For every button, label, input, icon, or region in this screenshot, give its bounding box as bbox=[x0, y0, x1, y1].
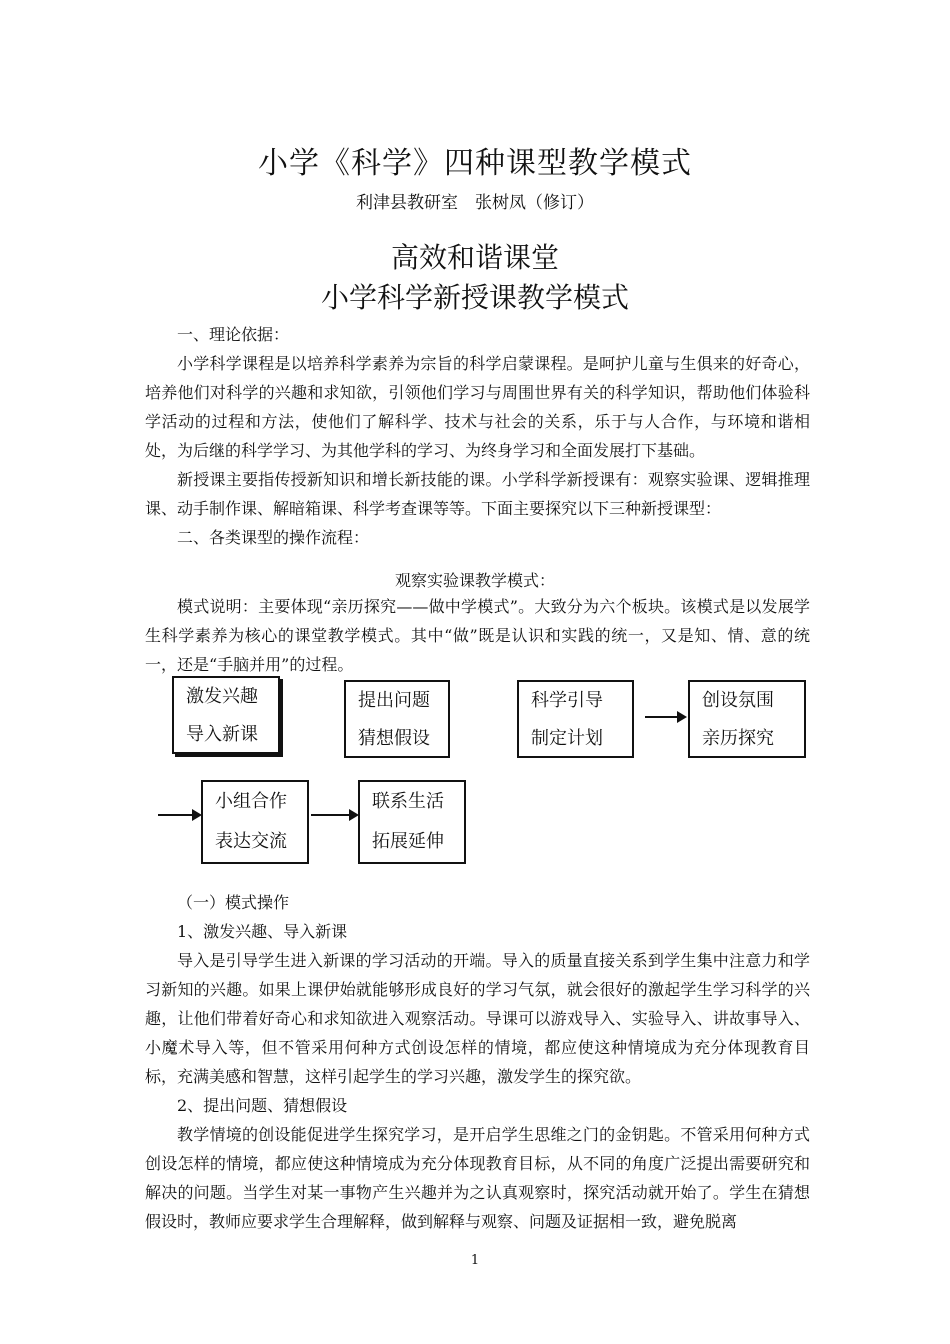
flow-box-line: 制定计划 bbox=[531, 728, 603, 749]
item-heading: 2、提出问题、猜想假设 bbox=[177, 1096, 348, 1115]
subtitle-heading-2: 小学科学新授课教学模式 bbox=[320, 281, 629, 314]
mode-description-block bbox=[145, 592, 810, 679]
flow-box-line: 亲历探究 bbox=[702, 728, 774, 749]
flow-box bbox=[172, 676, 280, 754]
paragraph: 小学科学课程是以培养科学素养为宗旨的科学启蒙课程。是呵护儿童与生俱来的好奇心，培养他们对科学的兴趣和求知欲，引领他们学习与周围世界有关的科学知识，帮助他们体验科学活动的过程和方法，使他们了解科学、技术与社会的关系，乐于与人合作，与环境和谐相处，为后继的科学学习、为其他学科的学习、为终身学习和全面发展打下基础。 bbox=[145, 354, 810, 460]
item-heading: 1、激发兴趣、导入新课 bbox=[177, 922, 348, 941]
flow-box-line: 小组合作 bbox=[215, 791, 287, 812]
flow-box bbox=[358, 780, 466, 864]
flow-box bbox=[688, 680, 806, 758]
mode-title: 观察实验课教学模式： bbox=[394, 571, 555, 590]
author-line: 利津县教研室 张树凤（修订） bbox=[356, 193, 594, 213]
section-heading: 一、理论依据： bbox=[177, 325, 290, 344]
paragraph: 导入是引导学生进入新课的学习活动的开端。导入的质量直接关系到学生集中注意力和学习新知的兴趣。如果上课伊始就能够形成良好的学习气氛，就会很好的激起学生学习科学的兴趣，让他们带着好奇心和求知欲进入观察活动。导课可以游戏导入、实验导入、讲故事导入、小魔术导入等，但不管采用何种方式创设怎样的情境，都应使这种情境成为充分体现教育目标，充满美感和智慧，这样引起学生的学习兴趣，激发学生的探究欲。 bbox=[145, 951, 810, 1086]
flow-box-line: 拓展延伸 bbox=[372, 831, 444, 852]
document-title: 小学《科学》四种课型教学模式 bbox=[258, 146, 692, 181]
flow-box-line: 提出问题 bbox=[358, 690, 430, 711]
flow-box-line: 创设氛围 bbox=[702, 690, 774, 711]
section-operation bbox=[145, 888, 810, 1236]
section-heading: 二、各类课型的操作流程： bbox=[177, 528, 370, 547]
paragraph: 新授课主要指传授新知识和增长新技能的课。小学科学新授课有：观察实验课、逻辑推理课、动手制作课、解暗箱课、科学考查课等等。下面主要探究以下三种新授课型： bbox=[145, 470, 810, 518]
subtitle-heading: 高效和谐课堂 bbox=[390, 241, 559, 274]
paragraph: 教学情境的创设能促进学生探究学习，是开启学生思维之门的金钥匙。不管采用何种方式创设怎样的情境，都应使这种情境成为充分体现教育目标，从不同的角度广泛提出需要研究和解决的问题。当学生对某一事物产生兴趣并为之认真观察时，探究活动就开始了。学生在猜想假设时，教师应要求学生合理解释，做到解释与观察、问题及证据相一致，避免脱离 bbox=[145, 1125, 810, 1231]
page-number: 1 bbox=[470, 1253, 480, 1268]
flow-box-line: 猜想假设 bbox=[358, 728, 430, 749]
flow-box-line: 激发兴趣 bbox=[186, 686, 258, 707]
flow-box-line: 联系生活 bbox=[372, 791, 444, 812]
arrow-icon bbox=[645, 716, 685, 718]
flow-box-line: 表达交流 bbox=[215, 831, 287, 852]
flow-box bbox=[344, 680, 450, 758]
arrow-icon bbox=[311, 814, 357, 816]
flow-box bbox=[201, 780, 309, 864]
flow-box-line: 科学引导 bbox=[531, 690, 603, 711]
arrow-icon bbox=[158, 814, 200, 816]
section-theory bbox=[145, 320, 810, 552]
flow-box bbox=[517, 680, 634, 758]
section-heading: （一）模式操作 bbox=[177, 893, 290, 912]
flow-box-line: 导入新课 bbox=[186, 724, 258, 745]
mode-description: 模式说明：主要体现“亲历探究——做中学模式”。大致分为六个板块。该模式是以发展学生科学素养为核心的课堂教学模式。其中“做”既是认识和实践的统一，又是知、情、意的统一，还是“手脑并用”的过程。 bbox=[145, 597, 810, 674]
